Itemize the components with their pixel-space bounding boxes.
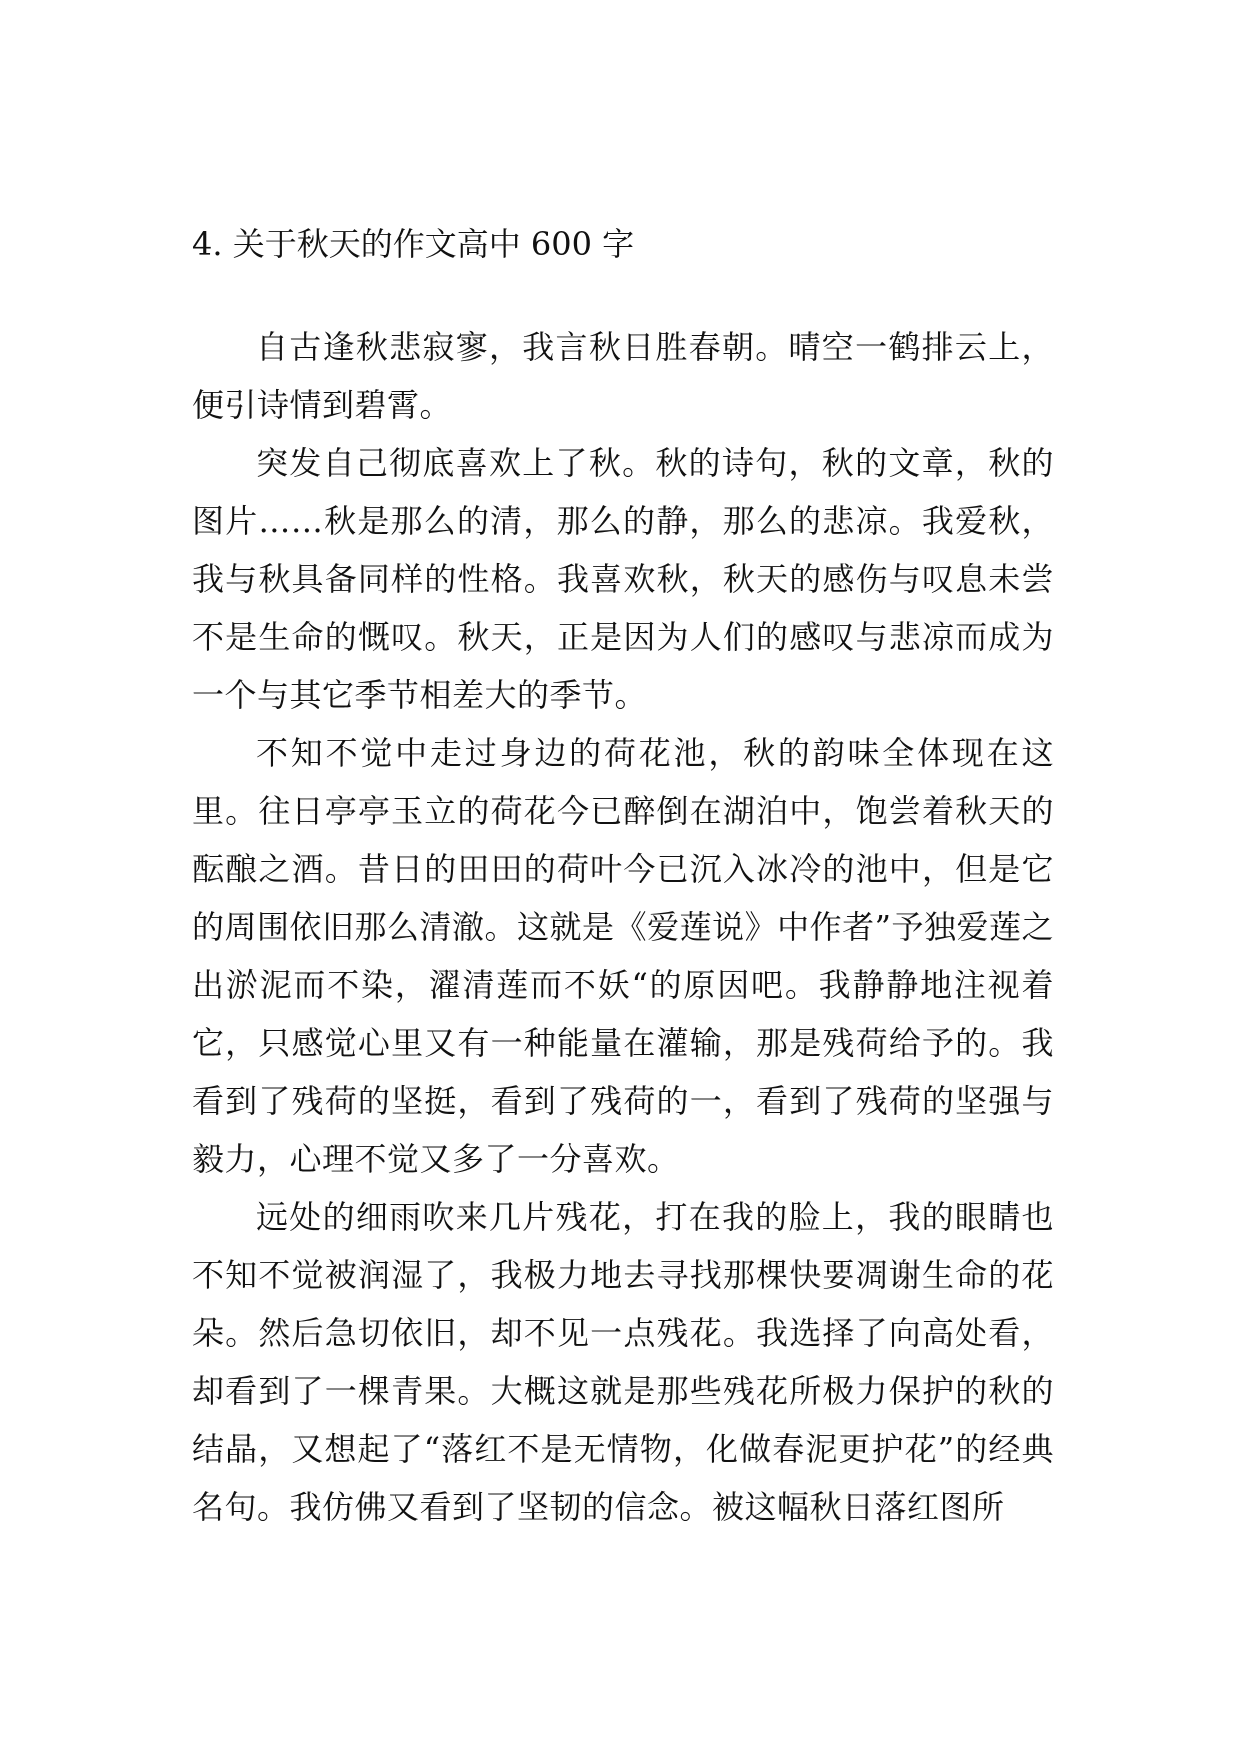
paragraph-3: 不知不觉中走过身边的荷花池，秋的韵味全体现在这里。往日亭亭玉立的荷花今已醉倒在湖泊中，饱尝着秋天的酝酿之酒。昔日的田田的荷叶今已沉入冰冷的池中，但是它的周围依旧那么清澈。这就是《爱莲说》中作者”予独爱莲之出淤泥而不染，濯清莲而不妖“的原因吧。我静静地注视着它，只感觉心里又有一种能量在灌输，那是残荷给予的。我看到了残荷的坚挺，看到了残荷的一，看到了残荷的坚强与毅力，心理不觉又多了一分喜欢。 xyxy=(192,734,1054,1178)
section-heading: 4. 关于秋天的作文高中 600 字 xyxy=(192,225,635,263)
paragraph-1: 自古逢秋悲寂寥，我言秋日胜春朝。晴空一鹤排云上，便引诗情到碧霄。 xyxy=(192,328,1054,424)
paragraph-2: 突发自己彻底喜欢上了秋。秋的诗句，秋的文章，秋的图片……秋是那么的清，那么的静，那么的悲凉。我爱秋，我与秋具备同样的性格。我喜欢秋，秋天的感伤与叹息未尝不是生命的慨叹。秋天，正是因为人们的感叹与悲凉而成为一个与其它季节相差大的季节。 xyxy=(192,444,1054,714)
paragraph-4: 远处的细雨吹来几片残花，打在我的脸上，我的眼睛也不知不觉被润湿了，我极力地去寻找那棵快要凋谢生命的花朵。然后急切依旧，却不见一点残花。我选择了向高处看，却看到了一棵青果。大概这就是那些残花所极力保护的秋的结晶，又想起了“落红不是无情物，化做春泥更护花”的经典名句。我仿佛又看到了坚韧的信念。被这幅秋日落红图所 xyxy=(192,1198,1054,1526)
document-body xyxy=(192,216,1054,1536)
